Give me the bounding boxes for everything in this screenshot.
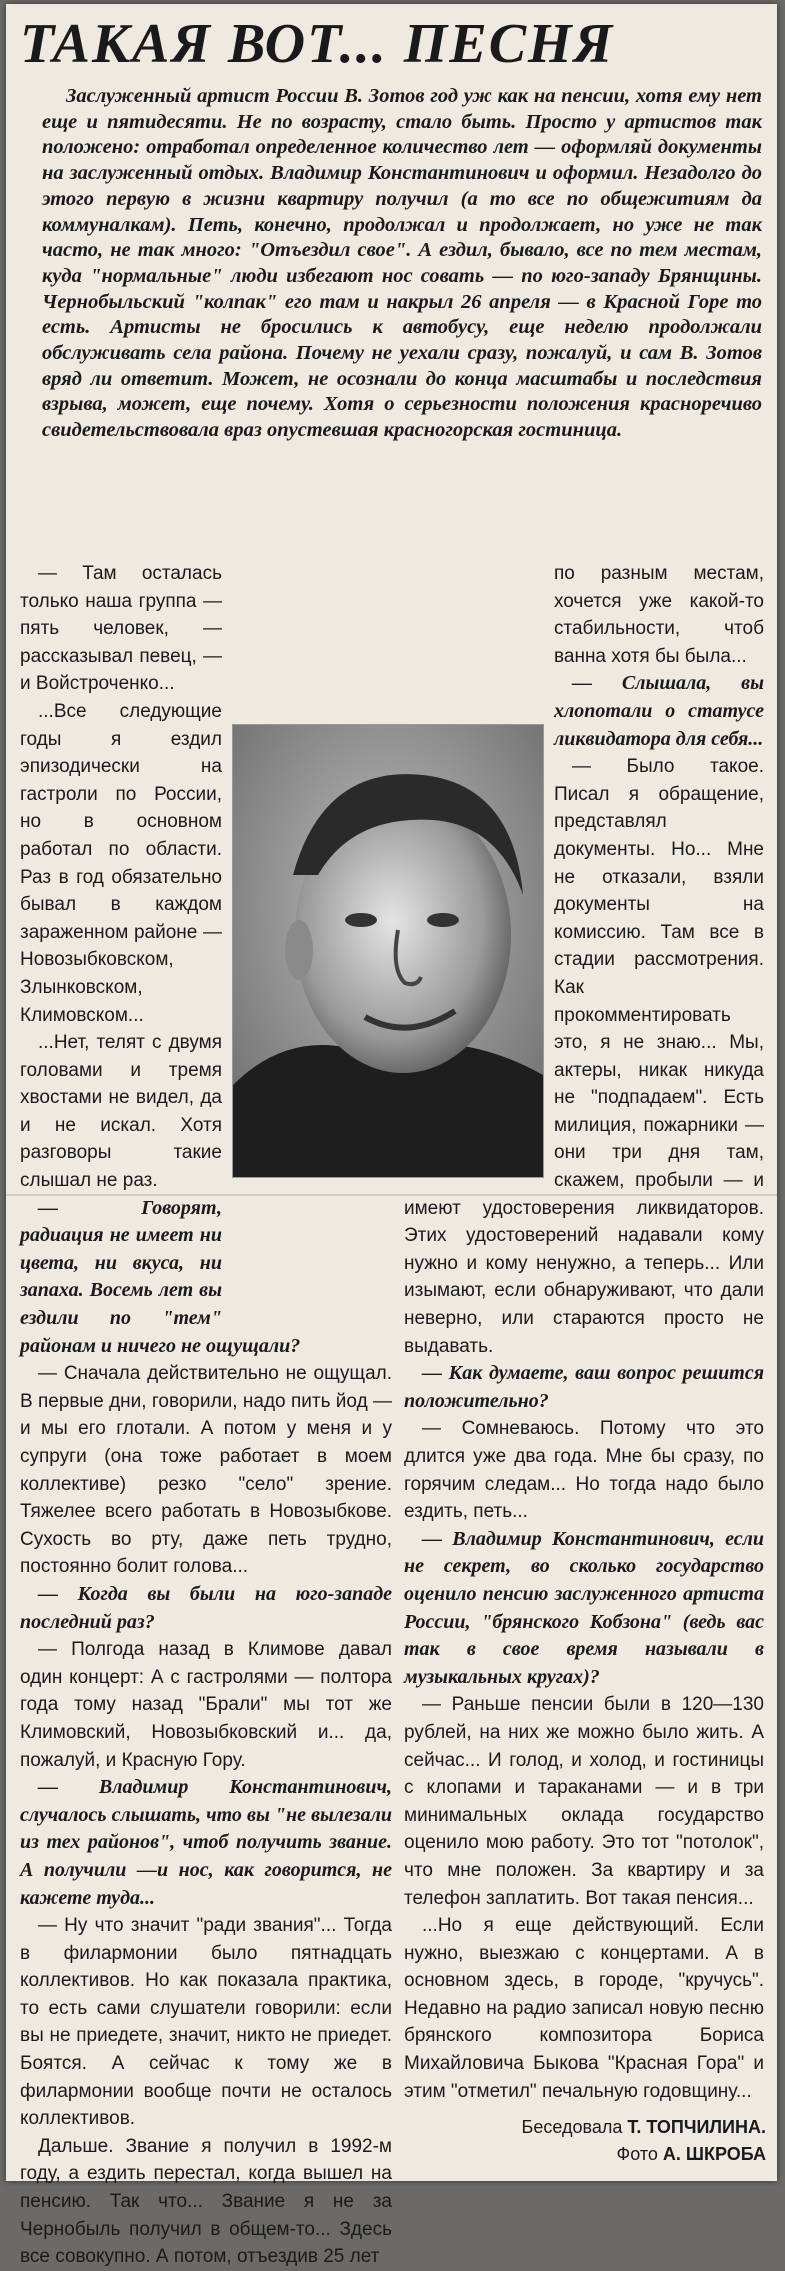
interview-paragraph: ...Все следующие годы я ездил эпизодически на гастроли по России, но в основном работал по области. Раз в год обязательно бывал в каждом зараженном районе — Новозыбковском, Злынковском, Климовском... xyxy=(20,700,222,1026)
interview-paragraph: ...Нет, телят с двумя головами и тремя хвостами не видел, да и не искал. Хотя разговоры такие слышал не раз. xyxy=(20,1032,222,1192)
interviewer-line xyxy=(426,2114,766,2141)
photographer-name: А. ШКРОБА xyxy=(662,2144,766,2164)
interview-question: — Слышала, вы хлопотали о статусе ликвидатора для себя... xyxy=(554,672,764,750)
credits xyxy=(426,2114,766,2168)
interview-paragraph: — Сначала действительно не ощущал. В первые дни, говорили, надо пить йод — и мы его глотали. А потом у меня и у супруги (она тоже работает в моем коллективе) резко "село" зрение. Тяжелее всего работать в Новозыбкове. Сухость во рту, даже петь трудно, постоянно болит голова... xyxy=(20,1363,392,1578)
interview-paragraph: — Полгода назад в Климове давал один концерт: А с гастролями — полтора года тому назад "Брали" мы тот же Климовский, Новозыбковский и... да, пожалуй, и Красную Гору. xyxy=(20,1639,392,1771)
interviewer-label: Беседовала xyxy=(521,2117,623,2137)
article-lead: Заслуженный артист России В. Зотов год уж как на пенсии, хотя ему нет еще и пятидесяти. Не по возрасту, стало быть. Просто у артистов так положено: отработал определенное количество лет — оформляй документы на заслуженный отдых. Владимир Константинович и оформил. Незадолго до этого первую в жизни квартиру получил (а то все по общежитиям да коммуналкам). Петь, конечно, продолжал и продолжает, но уже не так часто, не так много: "Отъездил свое". А ездил, бывало, все по тем местам, куда "нормальные" люди избегают нос совать — по юго-западу Брянщины. Чернобыльский "колпак" его там и накрыл 26 апреля — в Красной Горе то есть. Артисты не бросились к автобусу, еще неделю продолжали обслуживать села района. Почему не уехали сразу, пожалуй, и сам В. Зотов вряд ли ответит. Может, не осознали до конца масштабы и последствия взрыва, может, еще почему. Хотя о серьезности положения красноречиво свидетельствовала враз опустевшая красногорская гостиница. xyxy=(42,85,762,442)
interview-question: — Когда вы были на юго-западе последний раз? xyxy=(20,1582,392,1633)
interview-paragraph: — Было такое. Писал я обращение, представлял документы. Но... Мне не отказали, взяли документы на комиссию. Там все в стадии рассмотрения. Как прокомментировать это, я не знаю... Мы, актеры, никак никуда не "подпадаем". Есть милиция, пожарники — они три дня там, скажем, пробыли — и имеют удостоверения ликвидаторов. Этих удостоверений надавали кому нужно и кому ненужно, а теперь... Или изымают, если обнаруживают, что дали неверно, или стараются просто не выдавать. xyxy=(404,756,764,1357)
interview-paragraph: — Сомневаюсь. Потому что это длится уже два года. Мне бы сразу, по горячим следам... Но тогда надо было ездить, петь... xyxy=(404,1418,764,1523)
portrait-image xyxy=(233,725,543,1177)
fold-line xyxy=(6,1194,777,1196)
interview-question: — Говорят, радиация не имеет ни цвета, ни вкуса, ни запаха. Восемь лет вы ездили по "тем" районам и ничего не ощущали? xyxy=(20,1196,301,1357)
portrait-photo xyxy=(232,724,544,1178)
interview-question: — Владимир Константинович, если не секрет, во сколько государство оценило пенсию заслуженного артиста России, "брянского Кобзона" (ведь вас так в свое время называли в музыкальных кругах)? xyxy=(404,1527,764,1688)
interview-paragraph: Дальше. Звание я получил в 1992-м году, а ездить перестал, когда вышел на пенсию. Так что... Звание я не за Чернобыль получил в общем-то... Здесь все совокупно. А потом, отъездив 25 лет xyxy=(20,2135,392,2268)
photo-label: Фото xyxy=(616,2144,658,2164)
interview-paragraph: — Раньше пенсии были в 120—130 рублей, на них же можно было жить. А сейчас... И голод, и холод, и гостиницы с клопами и тараканами — и в три минимальных оклада государство оценило мою работу. Это тот "потолок", что мне положен. За квартиру и за телефон заплатить. Вот такая пенсия... xyxy=(404,1694,764,1909)
newspaper-clipping xyxy=(6,4,777,2268)
article-title: ТАКАЯ ВОТ... ПЕСНЯ xyxy=(20,13,615,75)
interview-question: — Владимир Константинович, случалось слышать, что вы "не вылезали из тех районов", чтоб получить звание. А получили —и нос, как говорится, не кажете туда... xyxy=(20,1776,392,1909)
interviewer-name: Т. ТОПЧИЛИНА. xyxy=(627,2117,766,2137)
interview-paragraph: — Там осталась только наша группа — пять человек, — рассказывал певец, — и Войстроченко... xyxy=(20,563,222,695)
interview-paragraph: ...Но я еще действующий. Если нужно, выезжаю с концертами. А в основном здесь, в городе, "кручусь". Недавно на радио записал новую песню брянского композитора Бориса Михайловича Быкова "Красная Гора" и этим "отметил" печальную годовщину... xyxy=(404,1915,764,2102)
photographer-line xyxy=(426,2141,766,2168)
interview-paragraph: — Ну что значит "ради звания"... Тогда в филармонии было пятнадцать коллективов. Но как показала практика, то есть сами слушатели говорили: если вы не приедете, значит, никто не приедет. Боятся. А сейчас к тому же в филармонии вообще почти не осталось коллективов. xyxy=(20,1915,392,2130)
interview-paragraph: по разным местам, хочется уже какой-то стабильности, чтоб ванна хотя бы была... xyxy=(554,563,764,667)
interview-question: — Как думаете, ваш вопрос решится положительно? xyxy=(404,1362,764,1412)
